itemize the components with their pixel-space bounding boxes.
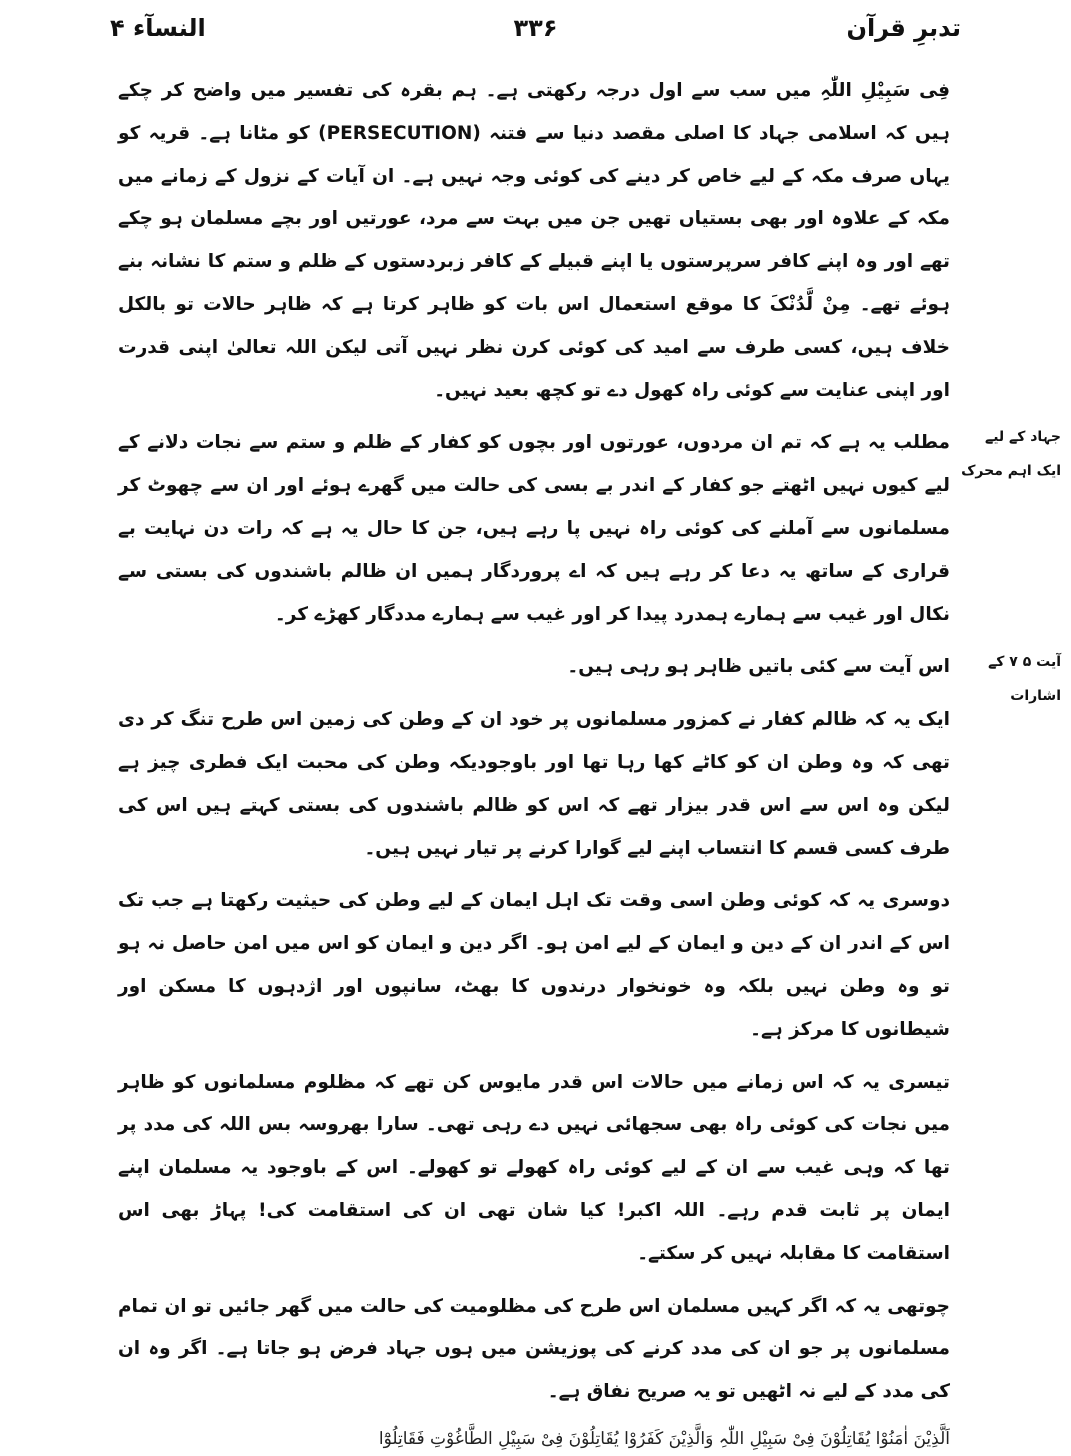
paragraph-1: فِی سَبِیْلِ اللّٰہِ میں سب سے اول درجہ رکھتی ہے۔ ہم بقرہ کی تفسیر میں واضح کر چکے ہیں کہ اسلامی جہاد کا اصلی مقصد دنیا سے فتنہ (PERSECUTION) کو مٹانا ہے۔ قریہ کو یہاں صرف مکہ کے لیے خاص کر دینے کی کوئی وجہ نہیں ہے۔ ان آیات کے نزول کے زمانے میں مکہ کے علاوہ اور بھی بستیاں تھیں جن میں بہت سے مرد، عورتیں اور بچے مسلمان ہو چکے تھے اور وہ اپنے کافر سرپرستوں یا اپنے قبیلے کے کافر زبردستوں کے ظلم و ستم کا نشانہ بنے ہوئے تھے۔ مِنْ لَّدُنْکَ کا موقع استعمال اس بات کو ظاہر کرتا ہے کہ ظاہر حالات تو بالکل خلاف ہیں، کسی طرف سے امید کی کوئی کرن نظر نہیں آتی لیکن اللہ تعالیٰ اپنی قدرت اور اپنی عنایت سے کوئی راہ کھول دے تو کچھ بعید نہیں۔	[118, 80, 950, 401]
quran-verse: اَلَّذِیْنَ اٰمَنُوْا یُقَاتِلُوْنَ فِیْ سَبِیْلِ اللّٰہِ وَالَّذِیْنَ کَفَرُوْا یُقَاتِلُوْنَ فِیْ سَبِیْلِ الطَّاغُوْتِ فَقَاتِلُوْٓا	[378, 1428, 950, 1449]
surah-name: النسآء ۴	[110, 14, 206, 42]
page-header	[110, 14, 961, 54]
paragraph-6: تیسری یہ کہ اس زمانے میں حالات اس قدر مایوس کن تھے کہ مظلوم مسلمانوں کو ظاہر میں نجات کی کوئی راہ بھی سجھائی نہیں دے رہی تھی۔ سارا بھروسہ بس اللہ کی مدد پر تھا کہ وہی غیب سے ان کے لیے کوئی راہ کھولے تو کھولے۔ اس کے باوجود یہ مسلمان اپنے ایمان پر ثابت قدم رہے۔ اللہ اکبر! کیا شان تھی ان کی استقامت کی! پہاڑ بھی اس استقامت کا مقابلہ نہیں کر سکتے۔	[118, 1071, 950, 1264]
page-number: ۳۳۶	[513, 14, 558, 42]
paragraph-2: مطلب یہ ہے کہ تم ان مردوں، عورتوں اور بچوں کو کفار کے ظلم و ستم سے نجات دلانے کے لیے کیوں نہیں اٹھتے جو کفار کے اندر بے بسی کی حالت میں گھرے ہوئے اور ان سے چھوٹ کر مسلمانوں سے آملنے کی کوئی راہ نہیں پا رہے ہیں، جن کا حال یہ ہے کہ رات دن نہایت بے قراری کے ساتھ یہ دعا کر رہے ہیں کہ اے پروردگار ہمیں ان ظالم باشندوں کی بستی سے نکال اور غیب سے ہمارے ہمدرد پیدا کر اور غیب سے ہمارے مددگار کھڑے کر۔	[118, 432, 950, 625]
paragraph-4: ایک یہ کہ ظالم کفار نے کمزور مسلمانوں پر خود ان کے وطن کی زمین اس طرح تنگ کر دی تھی کہ وہ وطن ان کو کاٹے کھا رہا تھا اور باوجودیکہ وطن کی محبت ایک فطری چیز ہے لیکن وہ اس سے اس قدر بیزار تھے کہ اس کو ظالم باشندوں کی بستی کہتے ہیں اس کی طرف کسی قسم کا انتساب اپنے لیے گوارا کرنے پر تیار نہیں ہیں۔	[118, 709, 950, 859]
side-note-jihad-motive: جہاد کے لیے ایک اہم محرک	[961, 429, 1061, 479]
side-note-verse-indications: آیت ۵ ۷ کے اشارات	[988, 654, 1061, 704]
book-title: تدبرِ قرآن	[846, 14, 961, 42]
main-text	[118, 70, 950, 1456]
paragraph-7: چوتھی یہ کہ اگر کہیں مسلمان اس طرح کی مظلومیت کی حالت میں گھر جائیں تو ان تمام مسلمانوں پر جو ان کی مدد کرنے کی پوزیشن میں ہوں جہاد فرض ہو جاتا ہے۔ اگر وہ ان کی مدد کے لیے نہ اٹھیں تو یہ صریح نفاق ہے۔	[118, 1295, 950, 1403]
paragraph-5: دوسری یہ کہ کوئی وطن اسی وقت تک اہل ایمان کے لیے وطن کی حیثیت رکھتا ہے جب تک اس کے اندر ان کے دین و ایمان کے لیے امن ہو۔ اگر دین و ایمان کو اس میں امن حاصل نہ ہو تو وہ وطن نہیں بلکہ وہ خونخوار درندوں کا بھٹ، سانپوں اور اژدہوں کا مسکن اور شیطانوں کا مرکز ہے۔	[118, 890, 950, 1040]
paragraph-3: اس آیت سے کئی باتیں ظاہر ہو رہی ہیں۔	[567, 656, 950, 678]
